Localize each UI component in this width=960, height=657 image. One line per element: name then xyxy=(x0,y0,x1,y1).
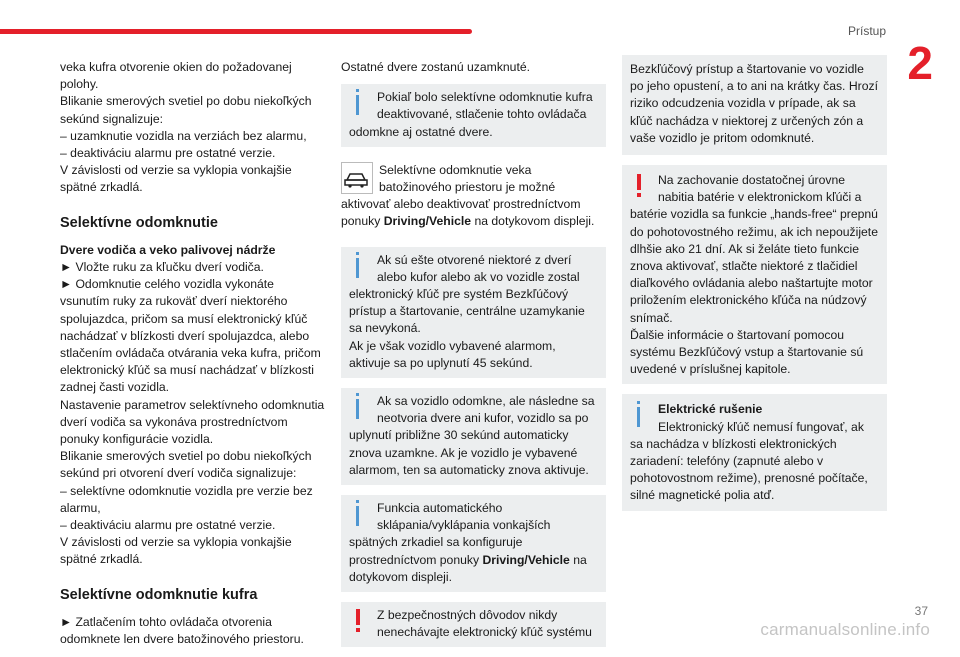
paragraph: – uzamknutie vozidla na verziách bez alarmu, xyxy=(60,128,307,143)
info-text: na dotykovom displeji. xyxy=(349,552,587,584)
page-number: 37 xyxy=(914,604,928,618)
info-text: Elektronický kľúč nemusí fungovať, ak sa nachádza v blízkosti elektronických zariadení: telefóny (zapnuté alebo v pohotovostnom režime), prenosné počítače, silné magnetické polia atď. xyxy=(630,419,868,503)
watermark: carmanualsonline.info xyxy=(760,620,930,639)
info-text: Ak je však vozidlo vybavené alarmom, aktivuje sa po uplynutí 45 sekúnd. xyxy=(349,338,556,370)
info-icon xyxy=(349,252,371,280)
info-text: Ak sa vozidlo odomkne, ale následne sa neotvoria dvere ani kufor, vozidlo sa po uplynutí približne 30 sekúnd automaticky znova uzamkne. Ak je vozidlo je vybavené alarmom, ten sa automaticky znova aktivuje. xyxy=(349,394,595,477)
car-icon xyxy=(341,162,373,194)
info-title: Elektrické rušenie xyxy=(658,402,763,417)
subheading-driver-door: Dvere vodiča a veko palivovej nádrže xyxy=(60,242,276,257)
paragraph: ► Odomknutie celého vozidla vykonáte vsunutím ruky za rukoväť dverí niektorého spolujazdca, pričom sa musí elektronický kľúč nachádzať v blízkosti dverí spolujazdca, alebo stlačením ovládača otvárania veka kufra, pričom elektronický kľúč sa musí nachádzať v blízkosti zadnej časti vozidla. xyxy=(60,277,321,395)
paragraph: – deaktiváciu alarmu pre ostatné verzie. xyxy=(60,146,276,161)
info-box xyxy=(341,388,606,485)
warning-text: Ďalšie informácie o štartovaní pomocou systému Bezkľúčový vstup a štartovanie sú uvedené v príslušnej kapitole. xyxy=(630,327,864,377)
paragraph: – selektívne odomknutie vozidla pre verzie bez alarmu, xyxy=(60,483,313,515)
info-box xyxy=(341,84,606,147)
paragraph: veka kufra otvorenie okien do požadovanej polohy. xyxy=(60,60,292,92)
text: na dotykovom displeji. xyxy=(471,214,595,229)
warning-text: Na zachovanie dostatočnej úrovne nabitia batérie v elektronickom kľúči a batérie vozidla sa funkcie „hands-free“ prepnú do pohotovostného režimu, ak ich nepoužijete dlhšie ako 21 dní. Ak si želáte tieto funkcie znova aktivovať, stlačte niektoré z tlačidiel diaľkového ovládania alebo naštartujte motor priložením elektronického kľúča na núdzový snímač. xyxy=(630,173,878,325)
header-accent-bar xyxy=(0,29,472,34)
info-icon xyxy=(349,89,371,117)
paragraph: – deaktiváciu alarmu pre ostatné verzie. xyxy=(60,518,276,533)
column-3 xyxy=(622,55,887,521)
paragraph: Nastavenie parametrov selektívneho odomknutia dverí vodiča sa vykonáva prostredníctvom ponuky konfigurácie vozidla. xyxy=(60,397,325,447)
menu-name: Driving/Vehicle xyxy=(383,214,472,229)
info-box xyxy=(622,394,887,510)
info-icon xyxy=(349,500,371,528)
warning-text: Bezkľúčový prístup a štartovanie vo vozidle po jeho opustení, a to ani na krátky čas. Hrozí riziko odcudzenia vozidla v prípade, ak sa kľúč nachádza v niektorej z určených zón a vaše vozidlo je pritom odomknuté. xyxy=(630,62,878,145)
menu-name: Driving/Vehicle xyxy=(482,552,570,567)
heading-trunk-unlock: Selektívne odomknutie kufra xyxy=(60,586,258,603)
warning-text: Z bezpečnostných dôvodov nikdy nenechávajte elektronický kľúč systému xyxy=(377,608,592,640)
warning-continuation xyxy=(622,55,887,155)
paragraph: Blikanie smerových svetiel po dobu niekoľkých sekúnd pri otvorení dverí vodiča signalizuje: xyxy=(60,449,312,481)
section-title: Prístup xyxy=(847,24,886,38)
paragraph: Blikanie smerových svetiel po dobu niekoľkých sekúnd signalizuje: xyxy=(60,94,312,126)
info-icon xyxy=(349,393,371,421)
vehicle-settings-box xyxy=(341,157,606,237)
warning-icon xyxy=(630,172,652,200)
info-box xyxy=(341,247,606,378)
heading-selective-unlock: Selektívne odomknutie xyxy=(60,214,218,231)
paragraph: V závislosti od verzie sa vyklopia vonkajšie spätné zrkadlá. xyxy=(60,535,292,567)
warning-box xyxy=(341,602,606,647)
paragraph: ► Zatlačením tohto ovládača otvorenia odomknete len dvere batožinového priestoru. xyxy=(60,614,304,647)
column-2 xyxy=(341,59,606,657)
warning-icon xyxy=(349,607,371,635)
info-text: Ak sú ešte otvorené niektoré z dverí alebo kufor alebo ak vo vozidle zostal elektronický kľúč pre systém Bezkľúčový prístup a štartovanie, centrálne uzamykanie sa nevykoná. xyxy=(349,252,585,336)
text: Selektívne odomknutie veka batožinového priestoru je možné aktivovať alebo deaktivovať prostredníctvom ponuky xyxy=(341,162,581,229)
chapter-number: 2 xyxy=(907,37,933,89)
warning-box xyxy=(622,165,887,384)
paragraph: V závislosti od verzie sa vyklopia vonkajšie spätné zrkadlá. xyxy=(60,163,292,195)
info-text: Pokiaľ bolo selektívne odomknutie kufra deaktivované, stlačenie tohto ovládača odomkne aj ostatné dvere. xyxy=(349,90,593,139)
info-icon xyxy=(630,401,652,429)
paragraph: Ostatné dvere zostanú uzamknuté. xyxy=(341,60,531,74)
column-1 xyxy=(60,59,325,648)
paragraph: ► Vložte ruku za kľučku dverí vodiča. xyxy=(60,260,264,275)
info-text: Funkcia automatického sklápania/vyklápania vonkajších spätných zrkadiel sa konfiguruje prostredníctvom ponuky xyxy=(349,501,551,567)
info-box xyxy=(341,495,606,592)
